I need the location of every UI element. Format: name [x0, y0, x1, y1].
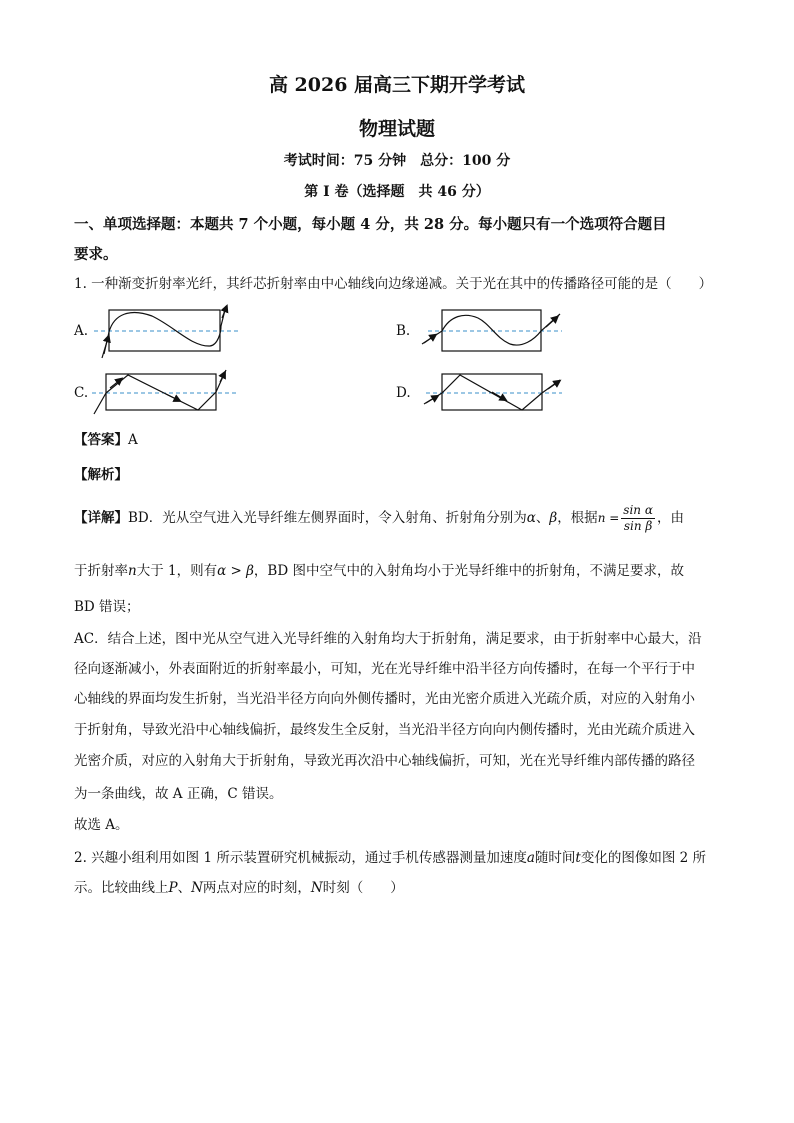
option-d-figure: [412, 366, 572, 426]
refraction-formula-lhs: n =: [597, 511, 620, 525]
separator: 、: [177, 880, 192, 896]
option-c-figure: [90, 366, 250, 426]
exam-info: 考试时间：75 分钟 总分：100 分: [283, 153, 511, 169]
question-text: 时刻（ ）: [322, 880, 404, 896]
conclusion: 故选 A。: [74, 817, 129, 833]
detail-text: BD．光从空气进入光导纤维左侧界面时，令入射角、折射角分别为: [128, 510, 527, 526]
question-text: 随时间: [534, 850, 576, 866]
question-text: 变化的图像如图 2 所: [580, 850, 707, 866]
detail-text: ，由: [656, 510, 684, 526]
option-c-label: C.: [74, 385, 89, 401]
detail-tag: 【详解】: [74, 510, 128, 526]
alpha-symbol: α: [526, 510, 536, 526]
answer-line: [74, 431, 138, 449]
analysis-tag: 【解析】: [74, 467, 128, 483]
light-path: [104, 306, 226, 354]
exam-title: 高 2026 届高三下期开学考试: [268, 74, 526, 96]
ac-line-4: 于折射角，导致光沿中心轴线偏折，最终发生全反射，当光沿半径方向向内侧传播时，光由光疏介质进入: [74, 722, 695, 738]
ac-line-2: 径向逐渐减小，外表面附近的折射率最小，可知，光在光导纤维中沿半径方向传播时，在每一个平行于中: [74, 661, 695, 677]
p-symbol: P: [168, 880, 178, 896]
detail-text: ，BD 图中空气中的入射角均小于光导纤维中的折射角，不满足要求，故: [253, 563, 684, 579]
n-point-symbol: N: [191, 880, 203, 896]
section-heading-line2: 要求。: [74, 246, 118, 263]
ac-line-5: 光密介质，对应的入射角大于折射角，导致光再次沿中心轴线偏折，可知，光在光导纤维内部传播的路径: [74, 753, 695, 769]
detail-line-3: BD 错误；: [74, 599, 140, 615]
answer-tag: 【答案】: [74, 432, 128, 448]
option-b-figure: [412, 302, 572, 362]
question-text: 两点对应的时刻，: [202, 880, 311, 896]
inequality: α > β: [217, 563, 254, 579]
n-symbol: n: [128, 563, 137, 579]
ac-line-3: 心轴线的界面均发生折射，当光沿半径方向向外侧传播时，光由光密介质进入光疏介质，对应的入射角小: [74, 691, 695, 707]
option-d-label: D.: [396, 385, 411, 401]
answer-value: A: [128, 432, 138, 448]
detail-text: 大于 1，则有: [136, 563, 218, 579]
option-b-label: B.: [396, 323, 411, 339]
question-text: 示。比较曲线上: [74, 880, 169, 896]
light-path: [422, 314, 560, 345]
t-symbol: t: [575, 850, 581, 866]
fraction-denominator: sin β: [623, 519, 653, 533]
beta-symbol: β: [549, 510, 558, 526]
subject-title: 物理试题: [358, 118, 435, 140]
separator: 、: [535, 510, 550, 526]
question-2-line-1: [74, 849, 706, 867]
part-title: 第 I 卷（选择题 共 46 分）: [304, 184, 490, 200]
a-symbol: a: [526, 850, 535, 866]
detail-line-2: [74, 562, 684, 580]
n-point-symbol-2: N: [310, 880, 323, 896]
question-2-line-2: [74, 879, 404, 897]
question-1-stem: 1. 一种渐变折射率光纤，其纤芯折射率由中心轴线向边缘递减。关于光在其中的传播路径可能的是（ ）: [74, 276, 713, 292]
option-a-figure: [90, 302, 250, 362]
light-path: [94, 370, 226, 414]
detail-line-1: [74, 498, 684, 538]
refraction-fraction: [621, 503, 655, 534]
option-a-label: A.: [74, 323, 89, 339]
section-heading-line1: 一、单项选择题：本题共 7 个小题，每小题 4 分，共 28 分。每小题只有一个选项符合题目: [74, 216, 667, 233]
ac-line-1: AC．结合上述，图中光从空气进入光导纤维的入射角均大于折射角，满足要求，由于折射率中心最大，沿: [74, 631, 702, 647]
question-text: 2. 兴趣小组利用如图 1 所示装置研究机械振动，通过手机传感器测量加速度: [74, 850, 527, 866]
fraction-numerator: sin α: [623, 503, 653, 517]
ac-line-6: 为一条曲线，故 A 正确，C 错误。: [74, 786, 283, 802]
detail-text: 于折射率: [74, 563, 128, 579]
detail-text: ，根据: [557, 510, 598, 526]
